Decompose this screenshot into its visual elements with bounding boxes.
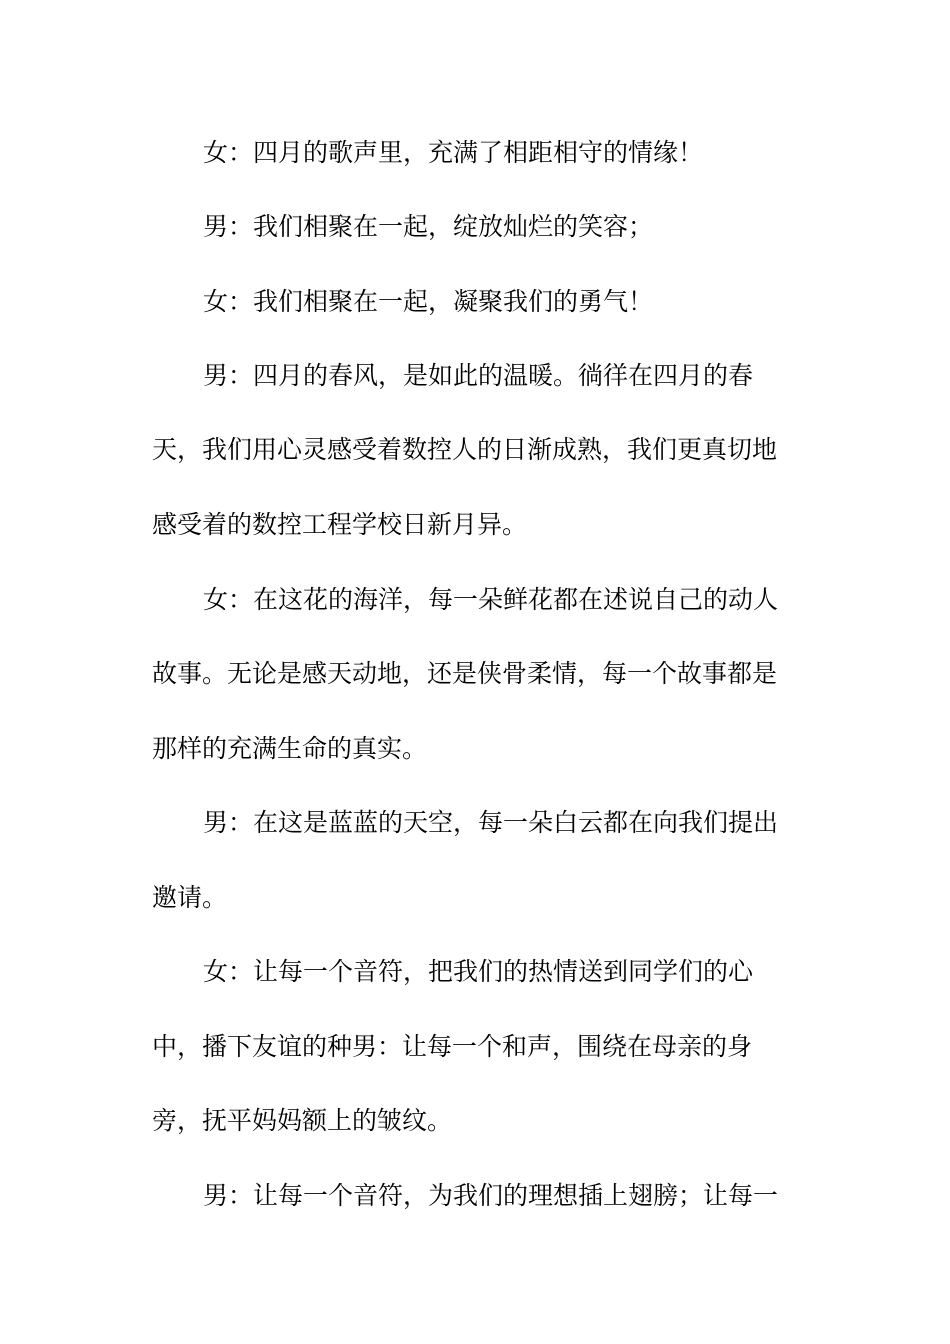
text-line: 邀请。 <box>152 883 228 912</box>
text-line: 故事。无论是感天动地，还是侠骨柔情，每一个故事都是 <box>152 659 778 688</box>
text-line: 女：在这花的海洋，每一朵鲜花都在述说自己的动人 <box>203 585 779 614</box>
text-line: 男：四月的春风，是如此的温暖。徜徉在四月的春 <box>203 361 754 390</box>
text-line: 感受着的数控工程学校日新月异。 <box>152 510 528 539</box>
text-line: 女：我们相聚在一起，凝聚我们的勇气！ <box>203 287 654 316</box>
text-line: 女：让每一个音符，把我们的热情送到同学们的心 <box>203 957 754 986</box>
text-line: 男：我们相聚在一起，绽放灿烂的笑容； <box>203 212 654 241</box>
text-line: 旁，抚平妈妈额上的皱纹。 <box>152 1106 453 1135</box>
text-line: 那样的充满生命的真实。 <box>152 734 428 763</box>
text-line: 男：在这是蓝蓝的天空，每一朵白云都在向我们提出 <box>203 808 779 837</box>
text-line: 女：四月的歌声里，充满了相距相守的情缘！ <box>203 138 704 167</box>
text-line: 天，我们用心灵感受着数控人的日渐成熟，我们更真切地 <box>152 435 778 464</box>
text-line: 男：让每一个音符，为我们的理想插上翅膀；让每一 <box>203 1181 779 1210</box>
text-line: 中，播下友谊的种男：让每一个和声，围绕在母亲的身 <box>152 1032 753 1061</box>
